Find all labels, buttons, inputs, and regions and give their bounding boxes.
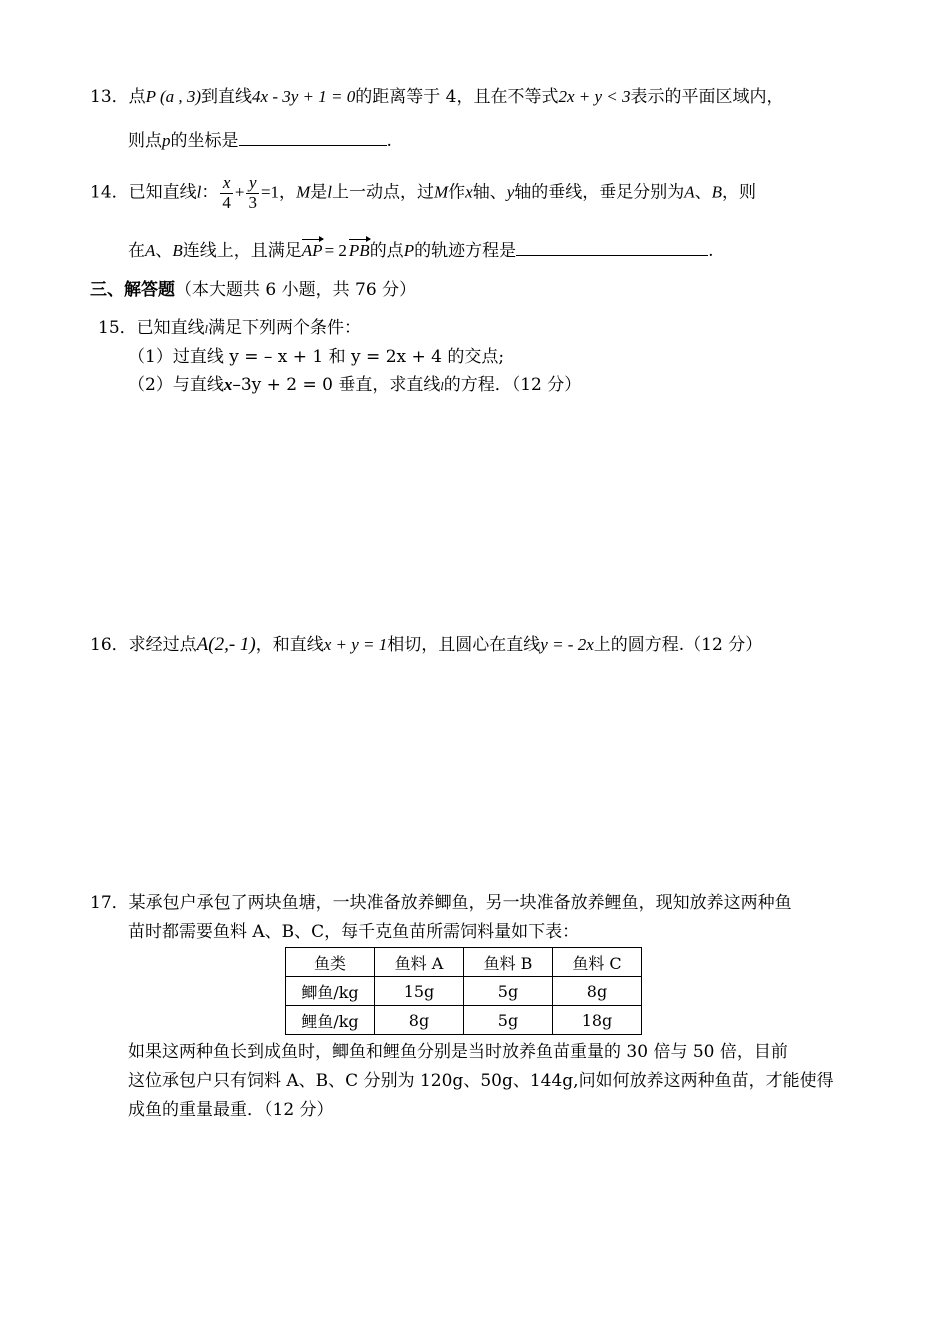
q15-cond2-x: x [223,375,233,394]
table-cell: 8g [553,977,642,1006]
q14-B: B [711,182,723,202]
q14-P: P [403,241,415,260]
q17-line5 [128,1100,334,1121]
q13-point: P (a , 3) [145,87,202,106]
q14-text-e: 轴、 [472,182,507,203]
q14-eq2: = 2 [324,241,347,260]
q14-equals: =1， [260,182,297,202]
feed-table [285,947,642,1035]
table-cell: 鲤鱼/kg [286,1006,375,1035]
q14-frac2-den: 3 [248,192,257,212]
q17-text-2: 苗时都需要鱼料 A、B、C，每千克鱼苗所需饲料量如下表： [128,922,580,942]
table-cell: 8g [375,1006,464,1035]
q13-answer-blank[interactable] [239,131,387,146]
q17-text-1: 17．某承包户承包了两块鱼塘，一块准备放养鲫鱼，另一块准备放养鲤鱼，现知放养这两种鱼 [90,893,792,913]
q14-frac2-num: y [246,174,259,194]
q14-l: l [196,182,202,202]
q14-sep2: 、 [155,241,173,261]
q13-text-e: 则点 [128,131,162,151]
q14-plus: + [234,182,245,202]
table-row [286,1006,642,1035]
q16-tangent-line: x + y = 1 [323,635,388,654]
section-heading [90,280,416,301]
q14-frac1-num: x [220,174,233,194]
q13-text-f: 的坐标是 [170,131,239,151]
q17-text-5: 成鱼的重量最重．（12 分） [128,1100,334,1120]
q17-text-3: 如果这两种鱼长到成鱼时，鲫鱼和鲤鱼分别是当时放养鱼苗重量的 30 倍与 50 倍，目前 [128,1042,788,1062]
q17-text-4: 这位承包户只有饲料 A、B、C 分别为 120g、50g、144g,问如何放养这两种鱼苗，才能使得 [128,1071,834,1091]
q15-condition-1 [128,347,504,368]
q16-text-a: 16．求经过点 [90,635,197,655]
q14-text-c: 上一动点，过 [331,182,434,203]
q15-cond2-l: l [440,379,444,393]
q14-text-a: 14．已知直线 [90,182,197,203]
q15-text-a: 15．已知直线 [98,318,205,338]
q15-cond1-text: （1）过直线 y = – x + 1 和 y = 2x + 4 的交点; [128,347,505,367]
q14-frac1-den: 4 [222,192,231,212]
q17-line3 [128,1042,788,1063]
table-header-cell: 鱼料 A [375,948,464,977]
q16-point: A(2,- 1) [196,634,256,655]
q14-text-g: ，则 [722,182,757,203]
q14-y: y [506,182,515,202]
table-header-cell: 鱼料 C [553,948,642,977]
q15-cond2-b: –3y + 2 = 0 垂直，求直线 [232,375,441,395]
q16-text-d: 上的圆方程.（12 分） [593,635,763,655]
q14-vector-AP: AP [301,241,323,260]
q14-text-b: 是 [310,182,328,203]
q15-condition-2 [128,374,581,396]
q13-line-equation: 4x - 3y + 1 = 0 [252,87,356,106]
q17-line2 [128,922,579,943]
table-header-cell: 鱼类 [286,948,375,977]
table-cell: 鲫鱼/kg [286,977,375,1006]
q14-text-f: 轴的垂线，垂足分别为 [514,182,685,203]
q16-line [90,633,762,657]
q14-vector-PB: PB [348,241,370,260]
q14-text-j: 的点 [369,241,404,261]
q16-center-line: y = - 2x [540,635,594,654]
q14-A2: A [145,241,156,260]
q14-M: M [296,182,311,202]
table-cell: 5g [464,1006,553,1035]
q14-line1 [90,174,756,212]
q14-A: A [684,182,695,202]
q15-text-b: 满足下列两个条件： [207,318,361,338]
q15-line1 [98,318,361,339]
q14-period: . [708,241,714,261]
q14-text-i: 连线上，且满足 [182,241,302,261]
table-header-cell: 鱼料 B [464,948,553,977]
q13-text-b: 到直线 [201,87,253,107]
table-cell: 5g [464,977,553,1006]
table-header-row [286,948,642,977]
q13-p: p [162,131,171,150]
q14-answer-blank[interactable] [516,241,708,256]
q15-cond2-c: 的方程．（12 分） [443,375,582,395]
q13-period: . [386,131,392,151]
q14-M2: M [433,182,449,202]
q14-colon: ： [201,182,219,203]
q13-line1 [90,86,784,108]
q14-l2: l [327,182,332,202]
q14-sep: 、 [694,182,712,203]
q13-inequality: 2x + y < 3 [558,87,631,106]
q16-text-b: ，和直线 [255,635,324,655]
q17-line1 [90,893,792,914]
q14-line2 [128,240,713,262]
q13-text-a: 13．点 [90,87,146,107]
q13-text-c: 的距离等于 4，且在不等式 [355,87,559,107]
q15-l: l [204,322,208,336]
q17-line4 [128,1071,834,1092]
q14-frac-y3 [246,174,259,212]
q13-text-d: 表示的平面区域内， [630,87,784,107]
q14-B2: B [172,241,183,260]
q14-text-d: 作 [448,182,466,203]
section-title: 三、解答题 [90,280,175,300]
q14-frac-x4 [220,174,233,212]
table-cell: 15g [375,977,464,1006]
table-cell: 18g [553,1006,642,1035]
q14-text-h: 在 [128,241,145,261]
q14-x: x [465,182,473,202]
q14-text-k: 的轨迹方程是 [414,241,517,261]
table-row [286,977,642,1006]
q13-line2 [128,130,392,152]
section-note: （本大题共 6 小题，共 76 分） [175,280,417,300]
q15-cond2-a: （2）与直线 [128,375,224,395]
q16-text-c: 相切，且圆心在直线 [387,635,541,655]
